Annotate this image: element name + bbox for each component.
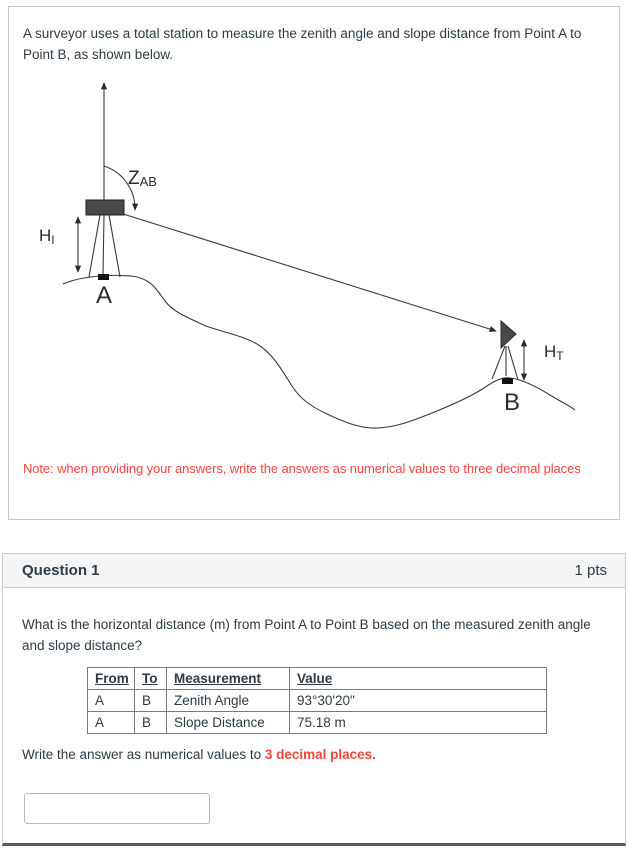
answer-instruction [22, 747, 606, 762]
surveying-diagram [9, 7, 619, 519]
cell-to: B [135, 712, 167, 734]
prism-target [501, 321, 516, 348]
table-header-row [88, 668, 547, 690]
question-points: 1 pts [574, 562, 607, 579]
decimal-places-note: Note: when providing your answers, write the answers as numerical values to three decimal places [23, 461, 581, 476]
point-b-label: B [504, 389, 521, 416]
answer-input[interactable] [24, 793, 210, 824]
question-card [2, 553, 626, 846]
question-prompt: What is the horizontal distance (m) from Point A to Point B based on the measured zenith angle and slope distance? [22, 617, 591, 653]
terrain-line [63, 275, 575, 428]
answer-instruction-emphasis: 3 decimal places. [264, 747, 376, 762]
zenith-angle-label: ZAB [128, 168, 157, 189]
table-row [88, 712, 547, 734]
point-a-label: A [96, 282, 113, 309]
cell-from: A [88, 690, 135, 712]
col-header-measurement: Measurement [167, 668, 290, 690]
cell-value: 93°30'20" [290, 690, 547, 712]
instrument-height-label: HI [39, 226, 55, 247]
question-body [3, 588, 625, 762]
target-height-label: HT [544, 342, 564, 363]
intro-text: A surveyor uses a total station to measure the zenith angle and slope distance from Point A to Point B, as shown below. [23, 26, 582, 62]
cell-value: 75.18 m [290, 712, 547, 734]
table-row [88, 690, 547, 712]
measurements-table [87, 667, 547, 734]
total-station [86, 200, 124, 215]
cell-measurement: Slope Distance [167, 712, 290, 734]
ground-mark-b [502, 378, 513, 384]
question-title: Question 1 [22, 562, 100, 579]
question-header [3, 554, 625, 588]
instructions-card [8, 6, 620, 520]
cell-to: B [135, 690, 167, 712]
answer-instruction-prefix: Write the answer as numerical values to [22, 747, 265, 762]
tripod-b [492, 346, 518, 380]
cell-measurement: Zenith Angle [167, 690, 290, 712]
cell-from: A [88, 712, 135, 734]
ground-mark-a [98, 274, 109, 280]
tripod-a [89, 215, 120, 277]
col-header-from: From [88, 668, 135, 690]
col-header-value: Value [290, 668, 547, 690]
sight-line [104, 208, 496, 331]
col-header-to: To [135, 668, 167, 690]
